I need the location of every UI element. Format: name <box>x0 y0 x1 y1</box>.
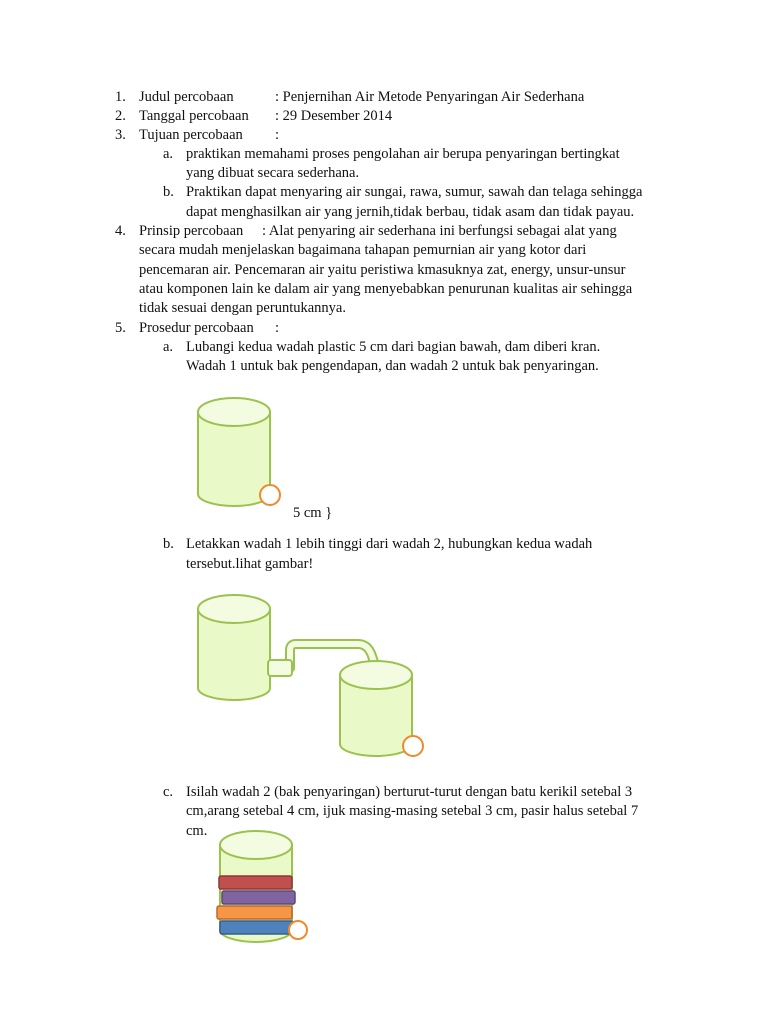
item-5b-line-1: Letakkan wadah 1 lebih tinggi dari wadah 2, hubungkan kedua wadah <box>186 536 593 552</box>
item-1-label: Judul percobaan <box>139 89 234 105</box>
figure-a-label: 5 cm } <box>293 505 333 521</box>
item-1 <box>115 88 126 106</box>
container-1 <box>198 398 270 506</box>
item-5-number: 5. <box>115 320 126 336</box>
tap-icon <box>289 921 307 939</box>
item-4-line-2: secara mudah menjelaskan bagaimana tahapan pemurnian air yang kotor dari <box>139 242 587 258</box>
item-4-line-3: pencemaran air. Pencemaran air yaitu peristiwa kmasuknya zat, energy, unsur-unsur <box>139 262 626 278</box>
item-5a-line-2: Wadah 1 untuk bak pengendapan, dan wadah 2 untuk bak penyaringan. <box>186 358 599 374</box>
item-3-label: Tujuan percobaan <box>139 127 243 143</box>
item-3-value: : <box>275 127 280 143</box>
item-3a-line-2: yang dibuat secara sederhana. <box>186 165 360 181</box>
container-2 <box>340 661 412 756</box>
item-2-label: Tanggal percobaan <box>139 108 249 124</box>
item-3a-letter: a. <box>163 146 174 162</box>
item-3b-letter: b. <box>163 184 174 200</box>
item-5-value: : <box>275 320 280 336</box>
item-5c-line-3: cm. <box>186 823 208 839</box>
item-5c-line-2: cm,arang setebal 4 cm, ijuk masing-masing setebal 3 cm, pasir halus setebal 7 <box>186 803 639 819</box>
container-2 <box>220 831 292 942</box>
tap-icon <box>403 736 423 756</box>
layer-charcoal <box>222 891 295 904</box>
item-2-number: 2. <box>115 108 126 124</box>
item-5b-line-2: tersebut.lihat gambar! <box>186 556 314 572</box>
connecting-pipe <box>268 644 374 676</box>
item-3b-line-2: dapat menghasilkan air yang jernih,tidak berbau, tidak asam dan tidak payau. <box>186 204 635 220</box>
layer-gravel <box>219 876 292 889</box>
item-5b-letter: b. <box>163 536 174 552</box>
item-number: 1. <box>115 89 126 105</box>
item-4-number: 4. <box>115 223 126 239</box>
item-1-value: : Penjernihan Air Metode Penyaringan Air Sederhana <box>275 89 585 105</box>
item-5a-line-1: Lubangi kedua wadah plastic 5 cm dari bagian bawah, dam diberi kran. <box>186 339 601 355</box>
layer-fiber <box>217 906 292 919</box>
item-4-line-4: atau komponen lain ke dalam air yang menyebabkan penurunan kualitas air sehingga <box>139 281 633 297</box>
tap-icon <box>260 485 280 505</box>
item-5c-letter: c. <box>163 784 174 800</box>
item-5c-line-1: Isilah wadah 2 (bak penyaringan) berturut-turut dengan batu kerikil setebal 3 <box>186 784 633 800</box>
item-2-value: : 29 Desember 2014 <box>275 108 393 124</box>
layer-sand <box>220 921 293 934</box>
item-4-line-5: tidak sesuai dengan peruntukannya. <box>139 300 346 316</box>
container-1 <box>198 595 270 700</box>
item-3-number: 3. <box>115 127 126 143</box>
item-4-value: : Alat penyaring air sederhana ini berfungsi sebagai alat yang <box>262 223 617 239</box>
item-5a-letter: a. <box>163 339 174 355</box>
item-4-label: Prinsip percobaan <box>139 223 244 239</box>
item-3a-line-1: praktikan memahami proses pengolahan air berupa penyaringan bertingkat <box>186 146 620 162</box>
item-3b-line-1: Praktikan dapat menyaring air sungai, rawa, sumur, sawah dan telaga sehingga <box>186 184 643 200</box>
item-5-label: Prosedur percobaan <box>139 320 254 336</box>
